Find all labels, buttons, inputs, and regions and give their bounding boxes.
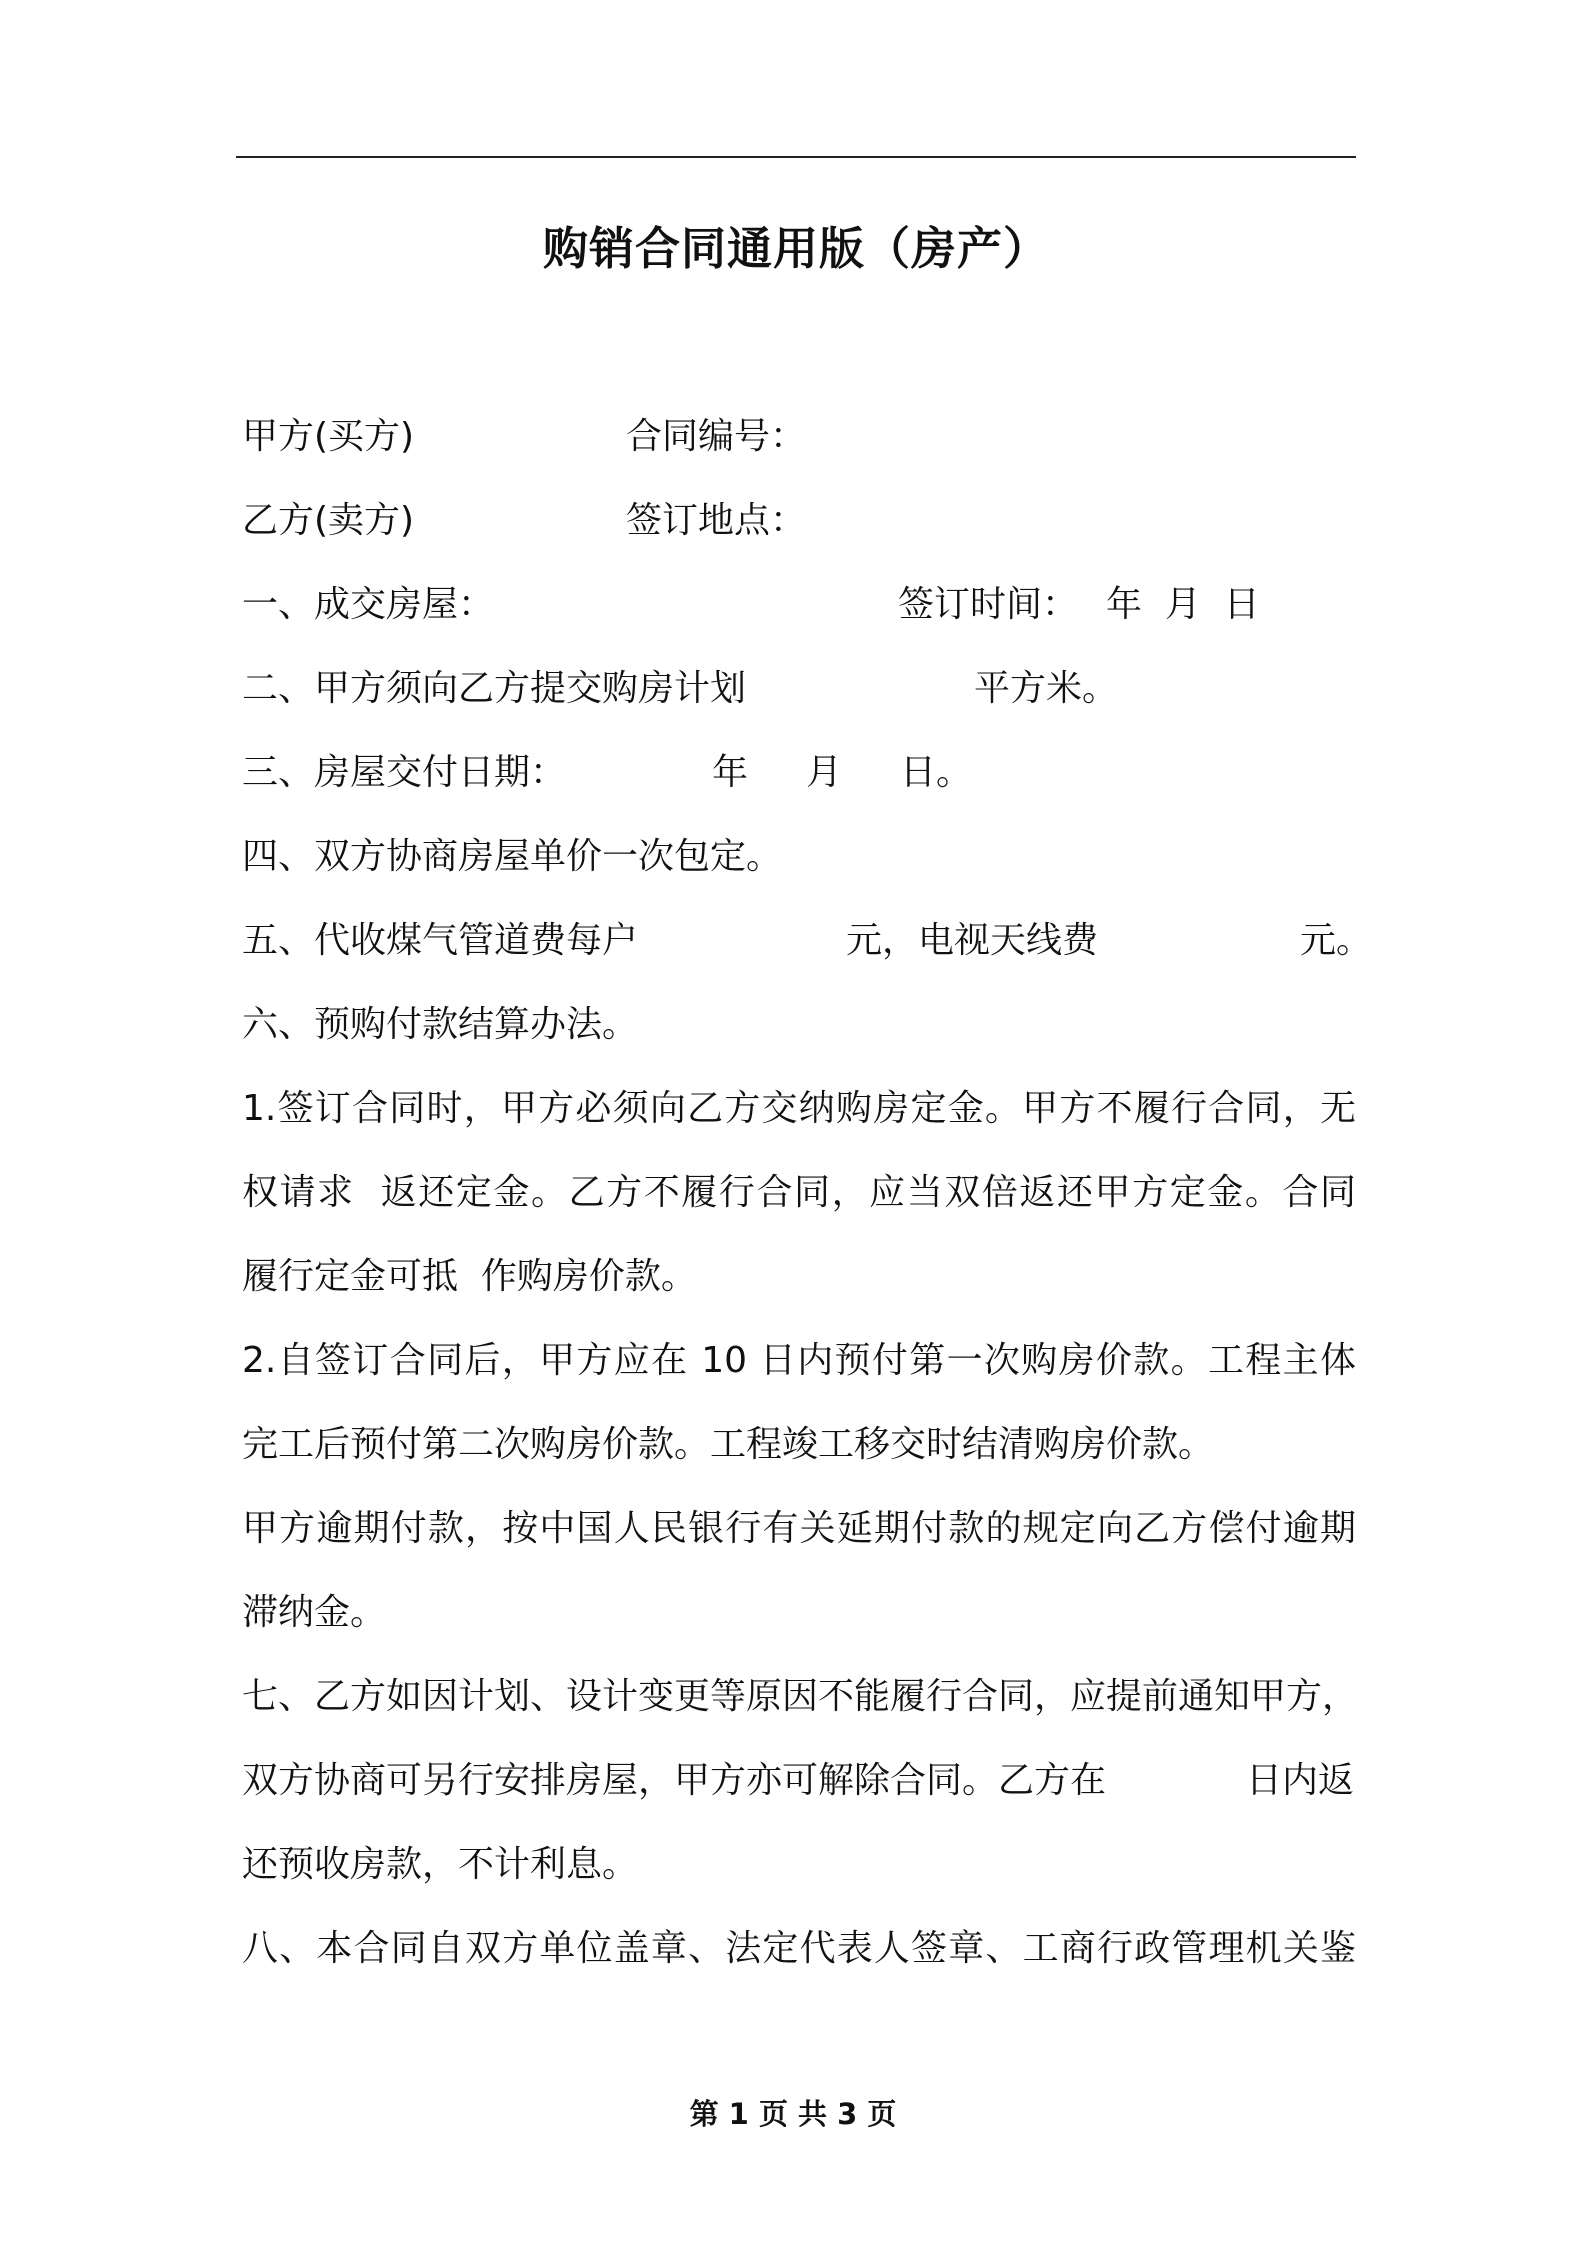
sign-time-date: 年 月 日 (1106, 584, 1260, 625)
item-6-p1-line: 1.签订合同时，甲方必须向乙方交纳购房定金。甲方不履行合同，无 (242, 1088, 1356, 1129)
item-7-line-2-end: 日内返 (1246, 1760, 1355, 1801)
party-b-label: 乙方(卖方) (242, 500, 415, 541)
item-7-line: 还预收房款，不计利息。 (242, 1844, 639, 1885)
page-footer: 第 1 页 共 3 页 (689, 2097, 897, 2131)
item-3-label: 三、房屋交付日期： (242, 752, 567, 793)
item-6-p2-line: 完工后预付第二次购房价款。工程竣工移交时结清购房价款。 (242, 1424, 1215, 1465)
sign-time-label: 签订时间： (898, 584, 1079, 625)
item-6-p3-line: 甲方逾期付款，按中国人民银行有关延期付款的规定向乙方偿付逾期 (242, 1508, 1356, 1549)
item-4-row: 四、双方协商房屋单价一次包定。 (242, 836, 783, 877)
item-5-end: 元。 (1300, 920, 1373, 961)
item-2-text: 二、甲方须向乙方提交购房计划 (242, 668, 747, 709)
item-5-mid: 元，电视天线费 (846, 920, 1099, 961)
party-a-label: 甲方(买方) (242, 416, 415, 457)
item-6-p1-line: 履行定金可抵 作购房价款。 (242, 1256, 697, 1297)
contract-no-label: 合同编号： (626, 416, 807, 457)
header-rule (236, 156, 1356, 158)
item-6-p1-line: 权请求 返还定金。乙方不履行合同，应当双倍返还甲方定金。合同 (242, 1172, 1356, 1213)
item-7-line: 七、乙方如因计划、设计变更等原因不能履行合同，应提前通知甲方， (242, 1676, 1359, 1717)
item-7-line-2-start: 双方协商可另行安排房屋，甲方亦可解除合同。乙方在 (242, 1760, 1107, 1801)
item-8-line: 八、本合同自双方单位盖章、法定代表人签章、工商行政管理机关鉴 (242, 1928, 1356, 1969)
item-6-heading: 六、预购付款结算办法。 (242, 1004, 639, 1045)
item-3-month: 月 (806, 752, 843, 793)
item-3-day: 日。 (900, 752, 973, 793)
item-2-unit: 平方米。 (974, 668, 1119, 709)
item-3-year: 年 (712, 752, 749, 793)
document-title: 购销合同通用版（房产） (542, 222, 1049, 275)
item-6-p2-line: 2.自签订合同后，甲方应在 10 日内预付第一次购房价款。工程主体 (242, 1340, 1356, 1381)
item-5-text: 五、代收煤气管道费每户 (242, 920, 639, 961)
sign-place-label: 签订地点： (626, 500, 807, 541)
item-6-p3-line: 滞纳金。 (242, 1592, 387, 1633)
item-1-label: 一、成交房屋： (242, 584, 495, 625)
